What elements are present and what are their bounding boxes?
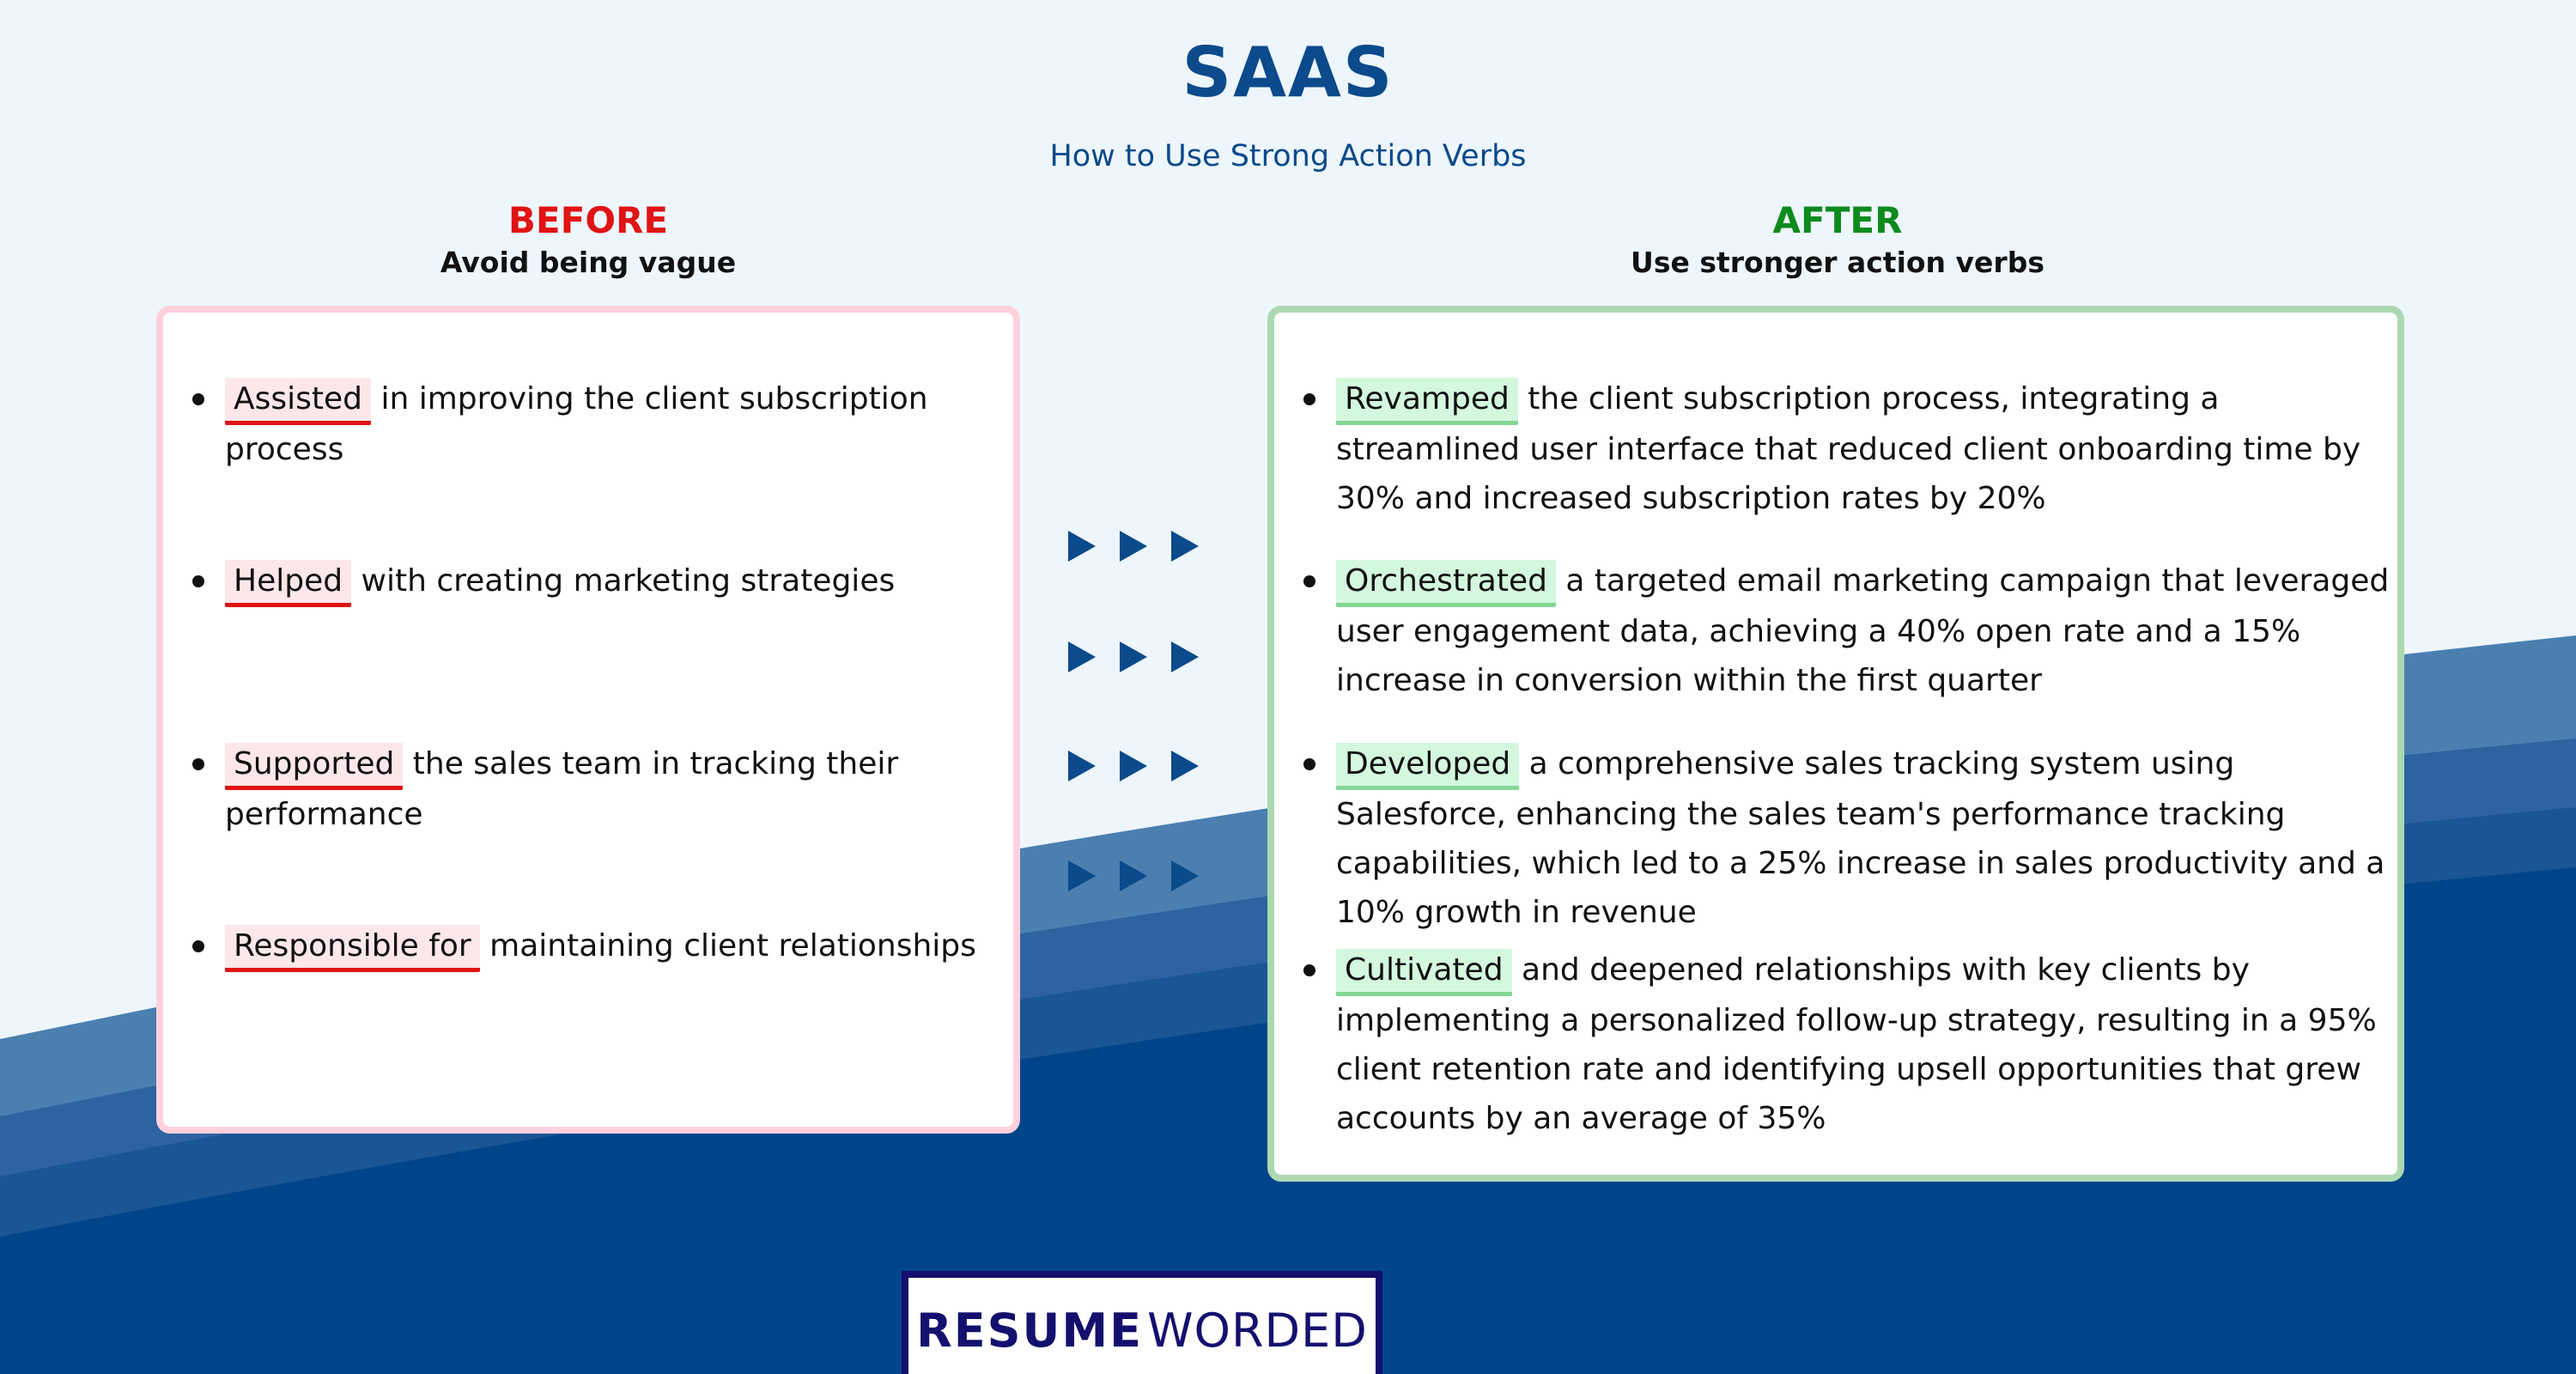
arrow-right-icon <box>1120 641 1147 672</box>
before-heading <box>159 199 1018 282</box>
arrow-right-icon <box>1068 641 1096 672</box>
item-text: in improving the client subscription process <box>225 381 928 467</box>
strong-verb: Orchestrated <box>1336 560 1556 607</box>
resume-worded-logo[interactable] <box>902 1271 1382 1374</box>
item-text: the sales team in tracking their performance <box>225 746 899 832</box>
page-subtitle: How to Use Strong Action Verbs <box>1049 139 1527 173</box>
arrow-group <box>1065 747 1211 785</box>
after-item <box>1303 374 2394 523</box>
before-item <box>192 921 999 972</box>
arrow-right-icon <box>1120 751 1147 781</box>
bullet-icon <box>192 940 204 952</box>
before-panel <box>156 306 1020 1134</box>
item-text: the client subscription process, integrating a streamlined user interface that reduced client onboarding time by 30% and increased subscription rates by 20% <box>1336 381 2361 516</box>
weak-verb: Responsible for <box>225 925 480 972</box>
arrow-right-icon <box>1120 860 1147 891</box>
arrow-right-icon <box>1171 641 1199 672</box>
arrow-right-icon <box>1171 751 1199 781</box>
bullet-icon <box>192 758 204 770</box>
bullet-icon <box>1303 758 1315 770</box>
after-label: AFTER <box>1772 199 1903 241</box>
strong-verb: Cultivated <box>1336 949 1512 996</box>
after-sublabel: Use stronger action verbs <box>1631 246 2044 279</box>
after-panel <box>1267 306 2404 1182</box>
bullet-icon <box>192 393 204 405</box>
page-title: SAAS <box>1182 33 1394 112</box>
weak-verb: Assisted <box>225 378 371 425</box>
bullet-icon <box>1303 964 1315 976</box>
before-item <box>192 739 999 839</box>
bullet-icon <box>192 575 204 587</box>
bullet-icon <box>1303 393 1315 405</box>
strong-verb: Revamped <box>1336 378 1518 425</box>
arrow-right-icon <box>1171 860 1199 891</box>
after-item <box>1303 739 2394 937</box>
logo-text-bold: RESUME <box>916 1304 1144 1358</box>
item-text: a targeted email marketing campaign that leveraged user engagement data, achieving a 40% open rate and a 15% increase in conversion within the first quarter <box>1336 563 2390 698</box>
weak-verb: Helped <box>225 560 351 607</box>
arrow-group <box>1065 857 1211 895</box>
logo-text-regular: WORDED <box>1147 1304 1368 1358</box>
before-item <box>192 374 999 474</box>
after-item <box>1303 556 2394 705</box>
weak-verb: Supported <box>225 743 403 790</box>
before-sublabel: Avoid being vague <box>440 246 737 279</box>
after-heading <box>1271 199 2404 282</box>
item-text: and deepened relationships with key clients by implementing a personalized follow-up strategy, resulting in a 95% client retention rate and identifying upsell opportunities that grew accounts by an average of 35% <box>1336 952 2377 1136</box>
arrow-right-icon <box>1068 751 1096 781</box>
strong-verb: Developed <box>1336 743 1519 790</box>
item-text: a comprehensive sales tracking system using Salesforce, enhancing the sales team's performance tracking capabilities, which led to a 25% increase in sales productivity and a 10% growth in revenue <box>1336 746 2385 930</box>
before-item <box>192 556 999 607</box>
arrow-group <box>1065 527 1211 565</box>
arrow-right-icon <box>1171 531 1199 562</box>
after-item <box>1303 945 2394 1143</box>
arrow-right-icon <box>1068 531 1096 562</box>
item-text: maintaining client relationships <box>489 928 976 964</box>
item-text: with creating marketing strategies <box>361 563 896 599</box>
arrow-group <box>1065 638 1211 676</box>
bullet-icon <box>1303 575 1315 587</box>
arrow-right-icon <box>1068 860 1096 891</box>
arrow-right-icon <box>1120 531 1147 562</box>
before-label: BEFORE <box>507 199 669 241</box>
